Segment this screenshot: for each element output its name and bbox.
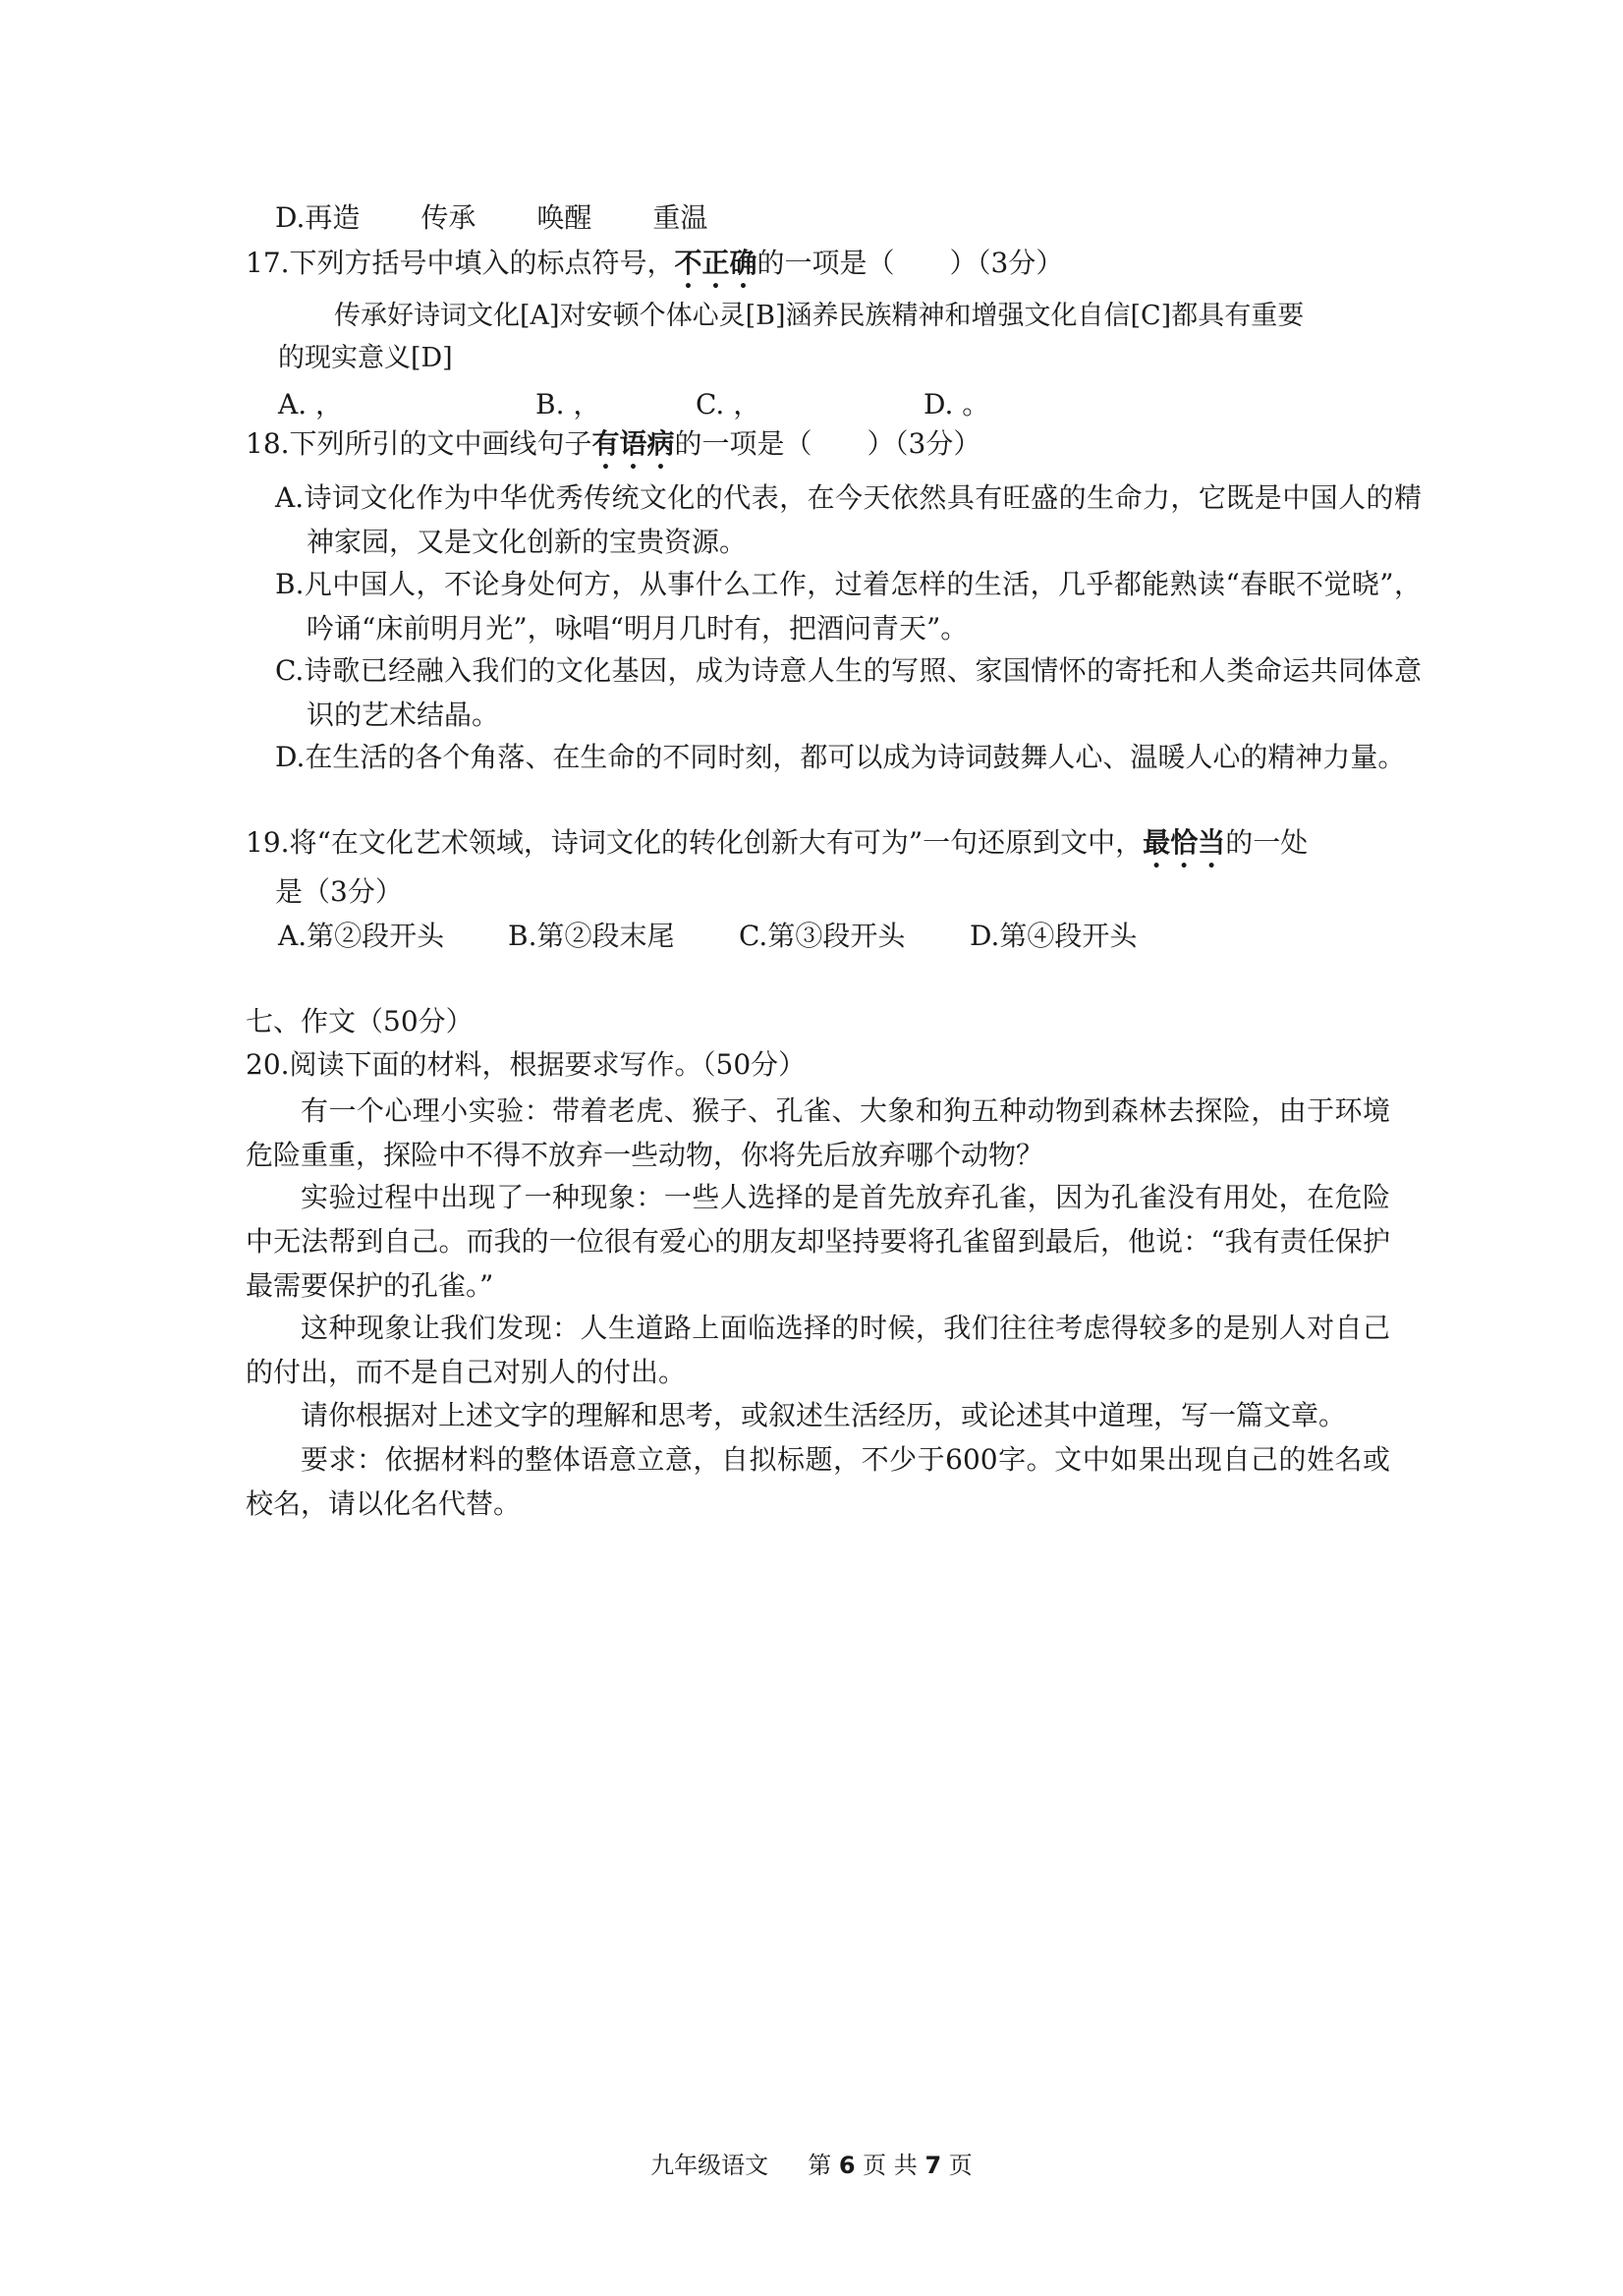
q16-option-d-word-1: 再造 (305, 201, 361, 234)
q19-stem-before: 19.将“在文化艺术领域，诗词文化的转化创新大有可为”一句还原到文中， (246, 826, 1144, 859)
page-footer (0, 2146, 1623, 2180)
q18-option-c: C.诗歌已经融入我们的文化基因，成为诗意人生的写照、家国情怀的寄托和人类命运共同体意识的艺术结晶。 (275, 654, 1422, 731)
footer-page-suffix: 页 (948, 2152, 973, 2179)
q16-option-d (275, 198, 707, 238)
footer-subject: 九年级语文 (650, 2152, 769, 2179)
q19-option-d: D.第④段开头 (970, 920, 1138, 952)
q20-instruction: 请你根据对上述文字的理解和思考，或叙述生活经历，或论述其中道理，写一篇文章。 (301, 1399, 1347, 1431)
q17-option-b: B. ， (535, 388, 601, 420)
q17-option-a: A. ， (278, 388, 344, 420)
footer-page-number: 6 (838, 2152, 856, 2179)
q19-option-c: C.第③段开头 (739, 920, 906, 952)
q20-material-paragraph-3: 这种现象让我们发现：人生道路上面临选择的时候，我们往往考虑得较多的是别人对自己的付出，而不是自己对别人的付出。 (246, 1312, 1390, 1388)
q19-option-a: A.第②段开头 (278, 920, 445, 952)
q17-stem (246, 244, 1063, 295)
q19-stem-emphasis: 最恰当 (1143, 826, 1226, 859)
q18-option-d: D.在生活的各个角落、在生命的不同时刻，都可以成为诗词鼓舞人心、温暖人心的精神力量。 (275, 741, 1406, 773)
q16-option-d-word-2: 传承 (420, 201, 476, 234)
footer-page-mid: 页 共 (863, 2152, 918, 2179)
q19-stem-after: 的一处 (1225, 826, 1309, 859)
q18-stem (246, 424, 980, 476)
q19-option-b: B.第②段末尾 (508, 920, 675, 952)
q20-material-paragraph-2: 实验过程中出现了一种现象：一些人选择的是首先放弃孔雀，因为孔雀没有用处，在危险中无法帮到自己。而我的一位很有爱心的朋友却坚持要将孔雀留到最后，他说：“我有责任保护最需要保护的孔雀。” (246, 1181, 1390, 1302)
q16-option-d-word-3: 唤醒 (536, 201, 592, 234)
q18-stem-before: 18.下列所引的文中画线句子 (246, 427, 592, 460)
q20-requirements: 要求：依据材料的整体语意立意，自拟标题，不少于600字。文中如果出现自己的姓名或校名，请以化名代替。 (246, 1443, 1390, 1520)
q17-stem-after: 的一项是（ ）（3分） (756, 247, 1064, 279)
q17-passage-line-1: 传承好诗词文化[A]对安顿个体心灵[B]涵养民族精神和增强文化自信[C]都具有重要 (334, 301, 1305, 331)
q18-stem-emphasis: 有语病 (591, 427, 675, 460)
q17-option-c: C. ， (696, 388, 761, 420)
q16-option-d-letter: D. (275, 201, 306, 234)
footer-page-prefix: 第 (808, 2152, 832, 2179)
q17-stem-before: 17.下列方括号中填入的标点符号， (246, 247, 675, 279)
q19-stem-line-2: 是（3分） (275, 875, 403, 908)
q19-stem-line-1 (246, 823, 1308, 874)
q16-option-d-word-4: 重温 (652, 201, 708, 234)
section-7-heading: 七、作文（50分） (246, 1005, 474, 1037)
q18-option-a: A.诗词文化作为中华优秀传统文化的代表，在今天依然具有旺盛的生命力，它既是中国人的精神家园，又是文化创新的宝贵资源。 (275, 481, 1422, 558)
q17-option-d: D. 。 (923, 388, 990, 420)
q17-stem-emphasis: 不正确 (674, 247, 757, 279)
q18-stem-after: 的一项是（ ）（3分） (674, 427, 981, 460)
q20-stem: 20.阅读下面的材料，根据要求写作。（50分） (246, 1048, 807, 1081)
q20-material-paragraph-1: 有一个心理小实验：带着老虎、猴子、孔雀、大象和狗五种动物到森林去探险，由于环境危险重重，探险中不得不放弃一些动物，你将先后放弃哪个动物？ (246, 1094, 1390, 1171)
q18-option-b: B.凡中国人，不论身处何方，从事什么工作，过着怎样的生活，几乎都能熟读“春眠不觉晓”，吟诵“床前明月光”，咏唱“明月几时有，把酒问青天”。 (275, 568, 1422, 644)
footer-page-total: 7 (924, 2152, 942, 2179)
q17-passage-line-2: 的现实意义[D] (278, 343, 453, 373)
